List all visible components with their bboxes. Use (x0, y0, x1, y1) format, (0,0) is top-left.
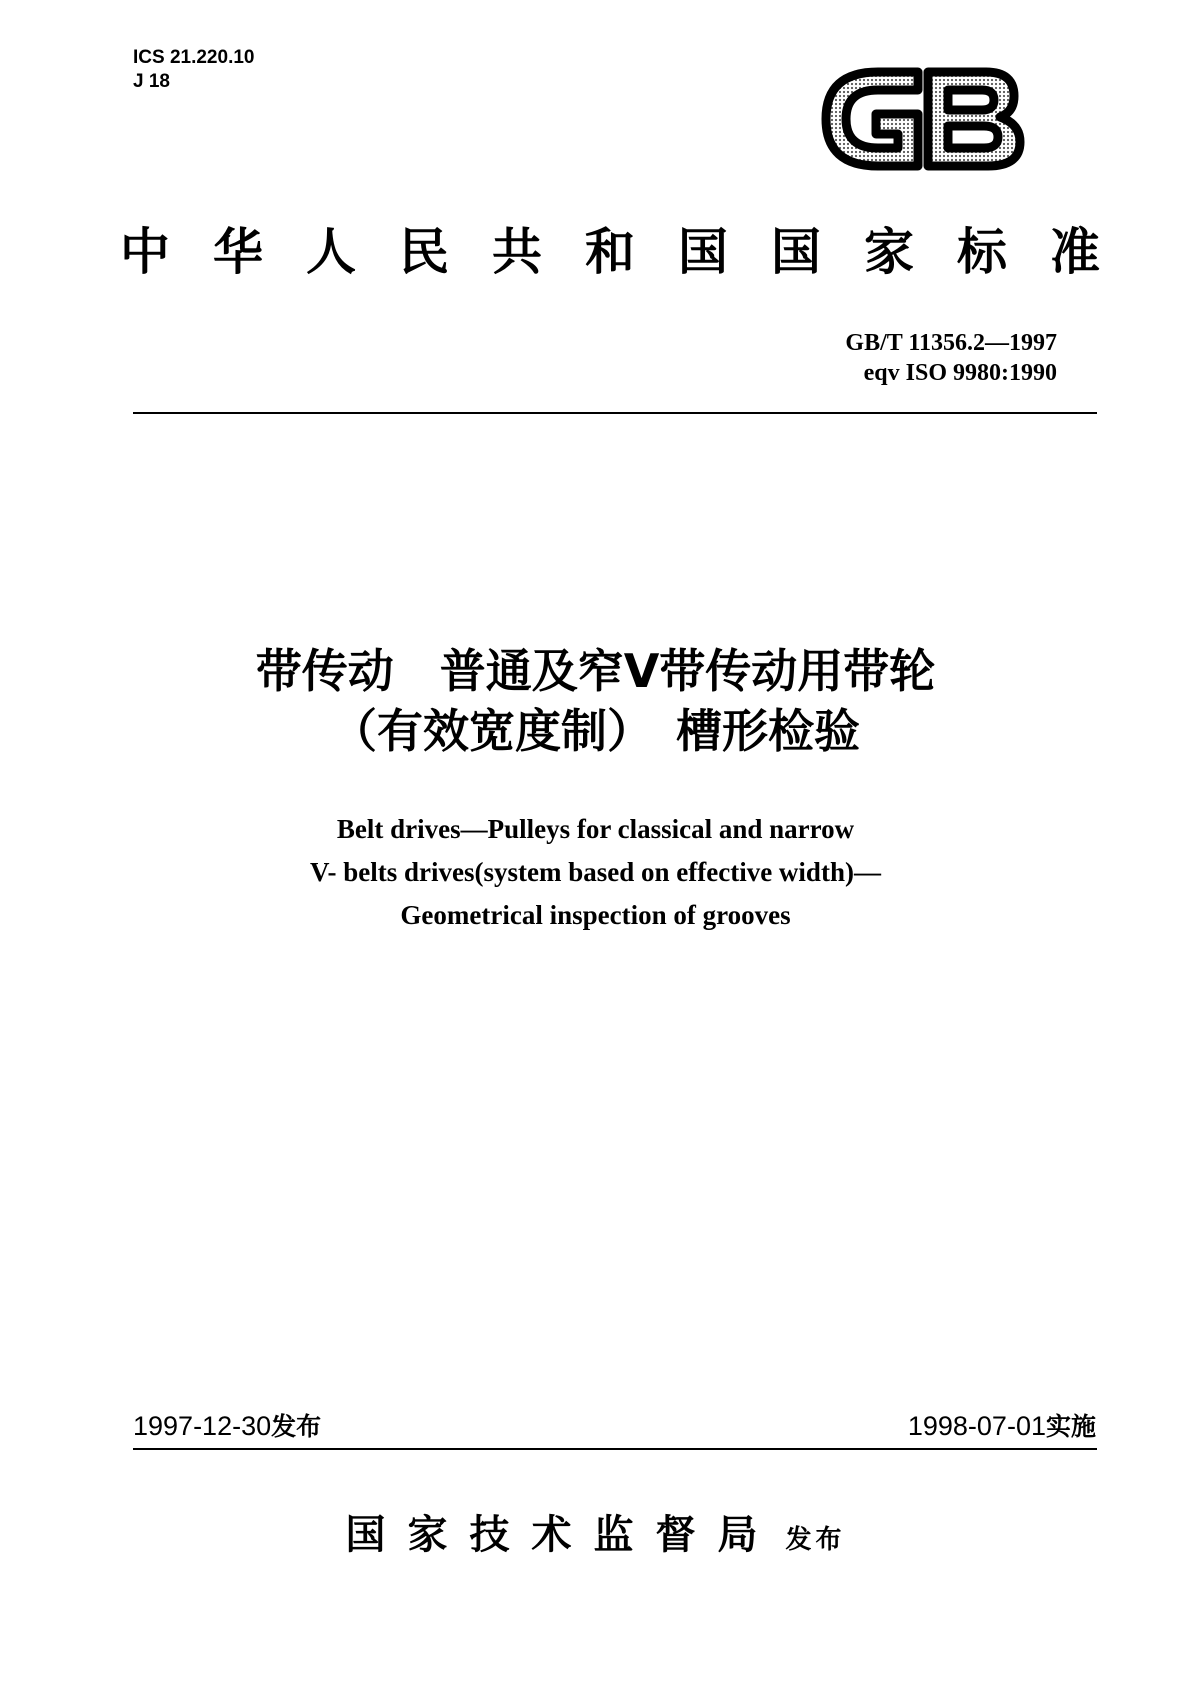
ics-code: ICS 21.220.10 (133, 47, 255, 68)
en-title (0, 808, 1191, 937)
implement-label: 实施 (1045, 1412, 1096, 1441)
gb-logo (818, 62, 1028, 176)
issue-label: 发布 (271, 1412, 322, 1441)
en-title-line-1: Belt drives—Pulleys for classical and narrow (336, 814, 855, 844)
ccs-code: J 18 (133, 71, 170, 92)
publisher-org: 国家技术监督局 (345, 1511, 780, 1558)
implement-date: 1998-07-01 (907, 1411, 1046, 1441)
en-title-line-3: Geometrical inspection of grooves (400, 900, 791, 930)
national-standard-title: 中 华 人 民 共 和 国 国 家 标 准 (120, 222, 1100, 281)
issue-date: 1997-12-30 (133, 1411, 272, 1441)
classification-codes (133, 46, 254, 94)
publisher-label: 发布 (785, 1525, 846, 1555)
standard-number-block (845, 328, 1057, 388)
cn-title-line-2: （有效宽度制） 槽形检验 (331, 704, 860, 758)
header-divider (133, 412, 1097, 414)
issue-date-block (133, 1409, 321, 1444)
implement-date-block (908, 1409, 1096, 1444)
standard-number: GB/T 11356.2—1997 (845, 330, 1057, 356)
publisher-block (0, 1503, 1191, 1560)
iso-equivalence: eqv ISO 9980:1990 (863, 360, 1057, 386)
footer-divider (133, 1448, 1097, 1450)
en-title-line-2: V- belts drives(system based on effective width)— (310, 857, 881, 887)
cn-title-line-1: 带传动 普通及窄V带传动用带轮 (255, 644, 936, 698)
